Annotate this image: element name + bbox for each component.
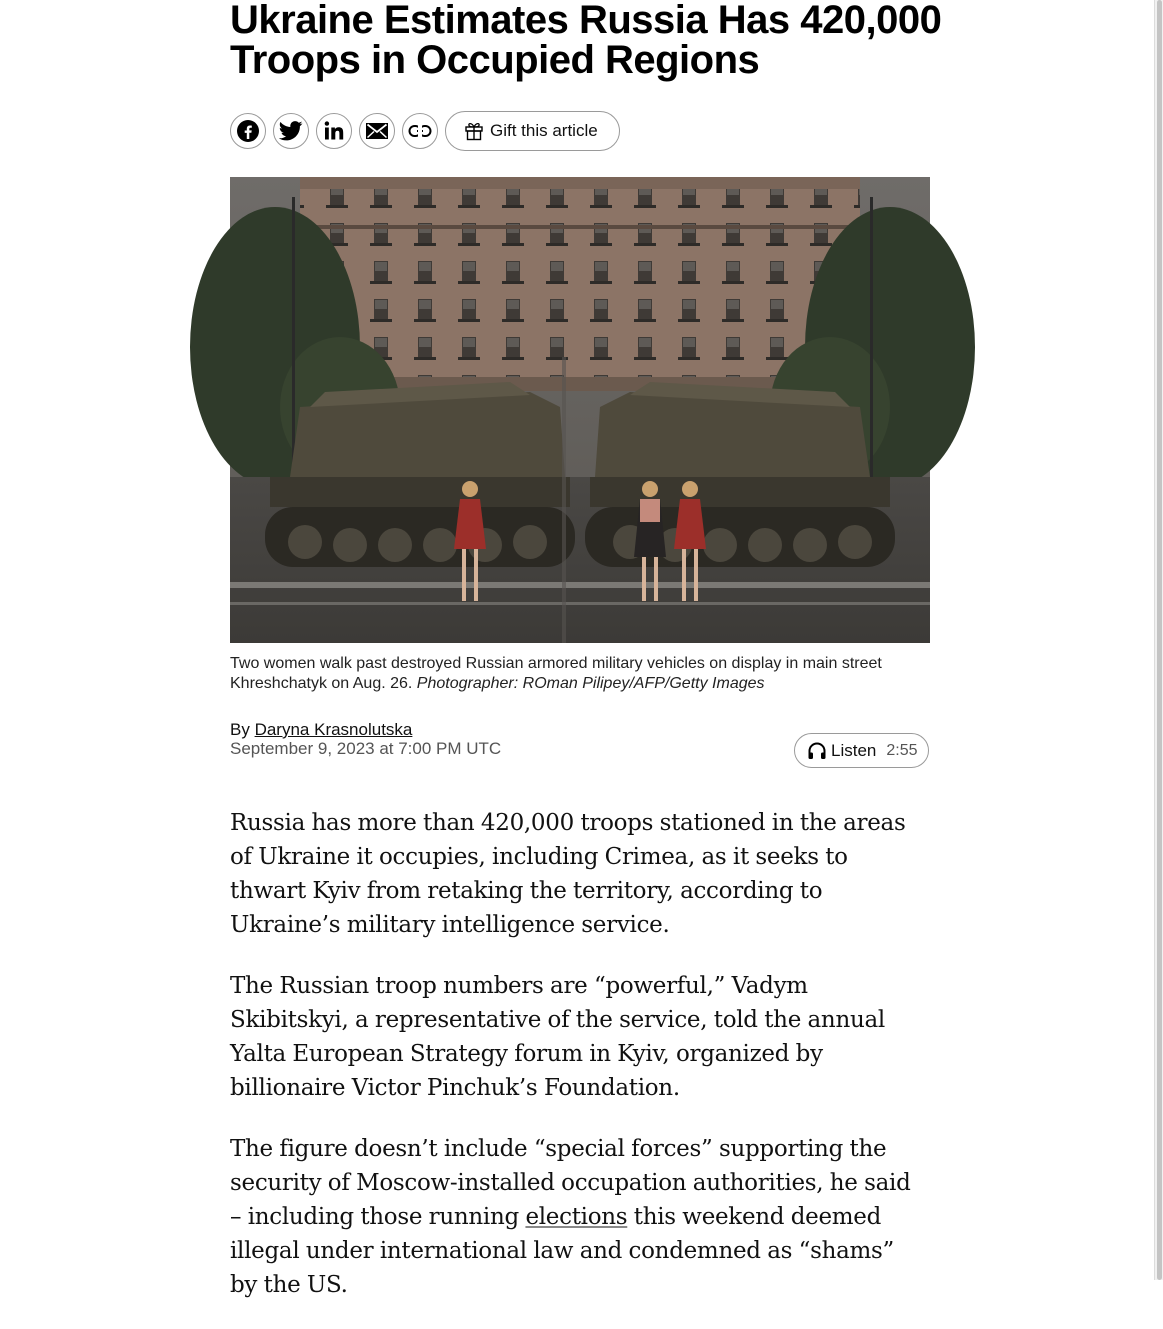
paragraph-3-text-start: The figure doesn’t include “special forces” supporting the security of Moscow-installed occupation authorities, he said – including those running xyxy=(230,1136,911,1230)
page-scrollbar[interactable] xyxy=(1154,0,1163,1280)
facebook-icon xyxy=(236,119,260,143)
paragraph-3 xyxy=(230,1132,920,1302)
author-link[interactable]: Daryna Krasnolutska xyxy=(254,720,413,739)
article-headline: Ukraine Estimates Russia Has 420,000 Troops in Occupied Regions xyxy=(230,0,942,82)
headphones-icon xyxy=(807,742,827,760)
caption-text: Two women walk past destroyed Russian armored military vehicles on display in main street Khreshchatyk on Aug. 26. xyxy=(230,655,882,692)
scrollbar-thumb[interactable] xyxy=(1157,0,1162,1280)
linkedin-share-button[interactable] xyxy=(316,113,352,149)
linkedin-icon xyxy=(323,120,345,142)
twitter-share-button[interactable] xyxy=(273,113,309,149)
gift-icon xyxy=(464,121,484,141)
share-toolbar xyxy=(230,111,620,151)
gift-article-button[interactable] xyxy=(445,111,620,151)
hero-image xyxy=(230,177,930,643)
paragraph-1: Russia has more than 420,000 troops stationed in the areas of Ukraine it occupies, including Crimea, as it seeks to thwart Kyiv from retaking the territory, according to Ukraine’s military intelligence service. xyxy=(230,810,906,938)
byline xyxy=(230,720,412,740)
elections-link[interactable]: elections xyxy=(525,1204,628,1230)
image-caption xyxy=(230,654,930,694)
gift-article-label: Gift this article xyxy=(490,121,598,140)
link-icon xyxy=(408,124,432,138)
facebook-share-button[interactable] xyxy=(230,113,266,149)
email-icon xyxy=(365,121,389,141)
twitter-icon xyxy=(279,120,303,142)
byline-prefix: By xyxy=(230,720,250,739)
email-share-button[interactable] xyxy=(359,113,395,149)
listen-label: Listen xyxy=(831,740,877,760)
paragraph-3-text-end: this weekend deemed illegal under international law and condemned as “shams” by the US. xyxy=(230,1204,894,1298)
listen-duration: 2:55 xyxy=(886,741,918,759)
tanks-street-photo xyxy=(230,177,930,643)
photo-credit: Photographer: ROman Pilipey/AFP/Getty Images xyxy=(416,675,765,692)
article-body xyxy=(230,806,920,1329)
listen-button[interactable] xyxy=(794,733,929,768)
copy-link-button[interactable] xyxy=(402,113,438,149)
paragraph-2: The Russian troop numbers are “powerful,” Vadym Skibitskyi, a representative of the service, told the annual Yalta European Strategy forum in Kyiv, organized by billionaire Victor Pinchuk’s Foundation. xyxy=(230,973,885,1101)
publish-date: September 9, 2023 at 7:00 PM UTC xyxy=(230,739,502,758)
